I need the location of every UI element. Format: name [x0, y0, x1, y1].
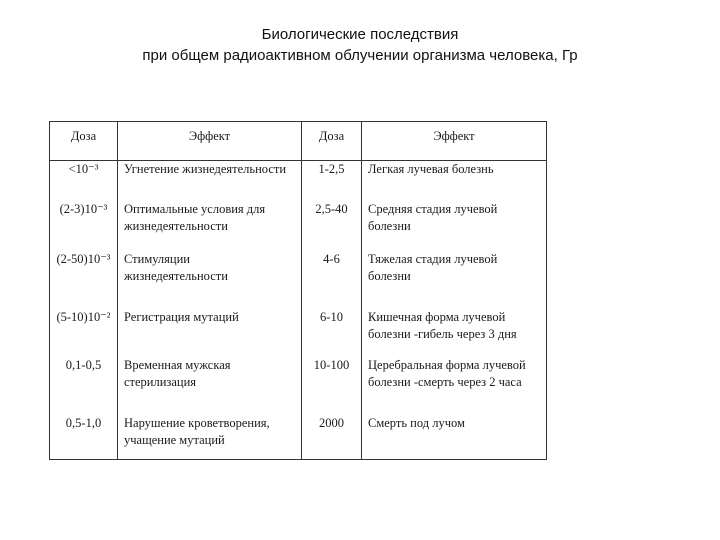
dose-cell: 4-6	[302, 251, 362, 309]
dose-cell: 2,5-40	[302, 201, 362, 251]
table-row	[50, 357, 547, 415]
title-line-2: при общем радиоактивном облучении организма человека, Гр	[142, 47, 578, 64]
dose-cell: 1-2,5	[302, 161, 362, 202]
page-title	[0, 24, 720, 66]
table-row	[50, 201, 547, 251]
effect-cell: Кишечная форма лучевой болезни -гибель через 3 дня	[362, 309, 547, 357]
effect-cell: Смерть под лучом	[362, 415, 547, 460]
effect-cell: Нарушение кроветворения, учащение мутаций	[118, 415, 302, 460]
effect-cell: Легкая лучевая болезнь	[362, 161, 547, 202]
table-header-row	[50, 122, 547, 161]
effect-cell: Церебральная форма лучевой болезни -смерть через 2 часа	[362, 357, 547, 415]
header-dose-2: Доза	[302, 122, 362, 161]
header-effect-2: Эффект	[362, 122, 547, 161]
effect-cell: Тяжелая стадия лучевой болезни	[362, 251, 547, 309]
header-effect-1: Эффект	[118, 122, 302, 161]
table-row	[50, 251, 547, 309]
effect-cell: Оптимальные условия для жизнедеятельности	[118, 201, 302, 251]
dose-cell: (2-3)10⁻³	[50, 201, 118, 251]
dose-effect-table	[49, 121, 547, 460]
dose-cell: 2000	[302, 415, 362, 460]
effect-cell: Угнетение жизнедеятельности	[118, 161, 302, 202]
header-dose-1: Доза	[50, 122, 118, 161]
effect-cell: Средняя стадия лучевой болезни	[362, 201, 547, 251]
dose-cell: 6-10	[302, 309, 362, 357]
dose-cell: 10-100	[302, 357, 362, 415]
effect-cell: Временная мужская стерилизация	[118, 357, 302, 415]
dose-cell: (2-50)10⁻³	[50, 251, 118, 309]
dose-cell: (5-10)10⁻²	[50, 309, 118, 357]
table-row	[50, 161, 547, 202]
effect-cell: Стимуляции жизнедеятельности	[118, 251, 302, 309]
dose-cell: <10⁻³	[50, 161, 118, 202]
title-line-1: Биологические последствия	[261, 26, 459, 43]
dose-cell: 0,5-1,0	[50, 415, 118, 460]
table-row	[50, 309, 547, 357]
table-row	[50, 415, 547, 460]
effect-cell: Регистрация мутаций	[118, 309, 302, 357]
dose-cell: 0,1-0,5	[50, 357, 118, 415]
